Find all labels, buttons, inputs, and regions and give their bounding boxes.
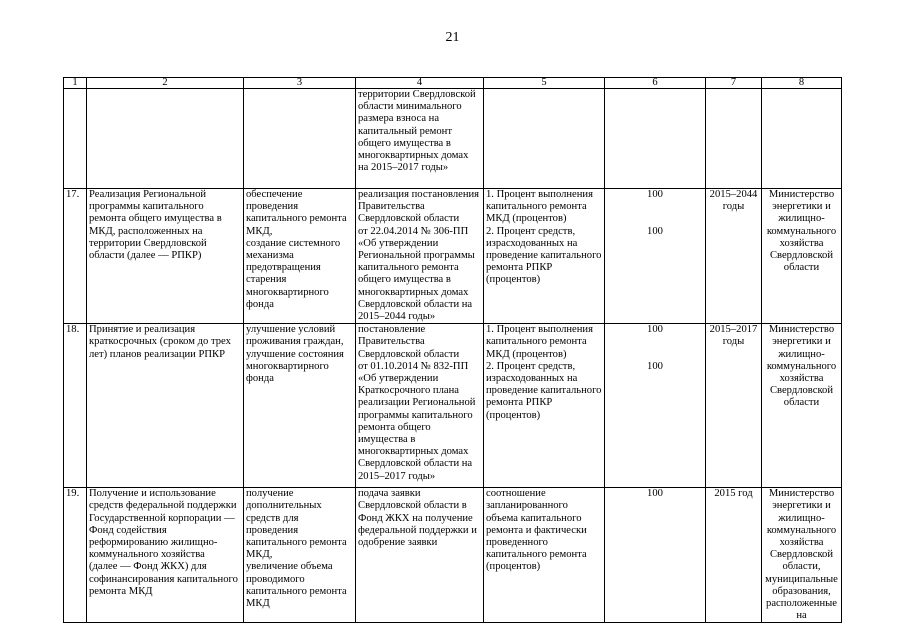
table-header-row (64, 78, 842, 89)
responsible-cell (762, 89, 842, 189)
header-cell: 7 (706, 78, 762, 89)
value-cell: 100 (605, 488, 706, 623)
indicator-cell: 1. Процент выполнения капитального ремонта МКД (процентов) 2. Процент средств, израсходованных на проведение капитального ремонта РПКР (процентов) (484, 189, 605, 324)
goal-cell: получение дополнительных средств для проведения капитального ремонта МКД, увеличение объема проводимого капитального ремонта МКД (244, 488, 356, 623)
page-number: 21 (445, 30, 460, 45)
row-number-cell: 19. (64, 488, 87, 623)
table-row (64, 89, 842, 189)
action-cell: постановление Правительства Свердловской области от 01.10.2014 № 832-ПП «Об утверждении Краткосрочного плана реализации Региональной программы капитального ремонта общего имущества в многоквартирных домах Свердловской области на 2015–2017 годы» (356, 324, 484, 488)
measure-name-cell (87, 89, 244, 189)
table-row (64, 324, 842, 488)
responsible-cell: Министерство энергетики и жилищно- коммунального хозяйства Свердловской области (762, 189, 842, 324)
header-cell: 3 (244, 78, 356, 89)
measure-name-cell: Принятие и реализация краткосрочных (сроком до трех лет) планов реализации РПКР (87, 324, 244, 488)
header-cell: 4 (356, 78, 484, 89)
goal-cell (244, 89, 356, 189)
period-cell (706, 89, 762, 189)
goal-cell: обеспечение проведения капитального ремонта МКД, создание системного механизма предотвращения старения многоквартирного фонда (244, 189, 356, 324)
responsible-cell: Министерство энергетики и жилищно- коммунального хозяйства Свердловской области, муниципальные образования, расположенные на (762, 488, 842, 623)
table-row (64, 488, 842, 623)
header-cell: 1 (64, 78, 87, 89)
action-cell: реализация постановления Правительства Свердловской области от 22.04.2014 № 306-ПП «Об утверждении Региональной программы капитального ремонта общего имущества в многоквартирных домах Свердловской области на 2015–2044 годы» (356, 189, 484, 324)
responsible-cell: Министерство энергетики и жилищно- коммунального хозяйства Свердловской области (762, 324, 842, 488)
action-cell: подача заявки Свердловской области в Фонд ЖКХ на получение федеральной поддержки и одобрение заявки (356, 488, 484, 623)
goal-cell: улучшение условий проживания граждан, улучшение состояния многоквартирного фонда (244, 324, 356, 488)
row-number-cell: 17. (64, 189, 87, 324)
period-cell: 2015–2044 годы (706, 189, 762, 324)
value-cell: 100 100 (605, 324, 706, 488)
row-number-cell: 18. (64, 324, 87, 488)
header-cell: 2 (87, 78, 244, 89)
measure-name-cell: Получение и использование средств федеральной поддержки Государственной корпорации — Фонд содействия реформированию жилищно- коммунального хозяйства (далее — Фонд ЖКХ) для софинансирования капитального ремонта МКД (87, 488, 244, 623)
period-cell: 2015–2017 годы (706, 324, 762, 488)
value-cell (605, 89, 706, 189)
header-cell: 8 (762, 78, 842, 89)
action-cell: территории Свердловской области минимального размера взноса на капитальный ремонт общего имущества в многоквартирных домах на 2015–2017 годы» (356, 89, 484, 189)
measures-table (63, 77, 842, 623)
table-row (64, 189, 842, 324)
indicator-cell (484, 89, 605, 189)
indicator-cell: соотношение запланированного объема капитального ремонта и фактически проведенного капитального ремонта (процентов) (484, 488, 605, 623)
measure-name-cell: Реализация Региональной программы капитального ремонта общего имущества в МКД, расположенных на территории Свердловской области (далее — РПКР) (87, 189, 244, 324)
header-cell: 6 (605, 78, 706, 89)
value-cell: 100 100 (605, 189, 706, 324)
row-number-cell (64, 89, 87, 189)
period-cell: 2015 год (706, 488, 762, 623)
header-cell: 5 (484, 78, 605, 89)
indicator-cell: 1. Процент выполнения капитального ремонта МКД (процентов) 2. Процент средств, израсходованных на проведение капитального ремонта РПКР (процентов) (484, 324, 605, 488)
